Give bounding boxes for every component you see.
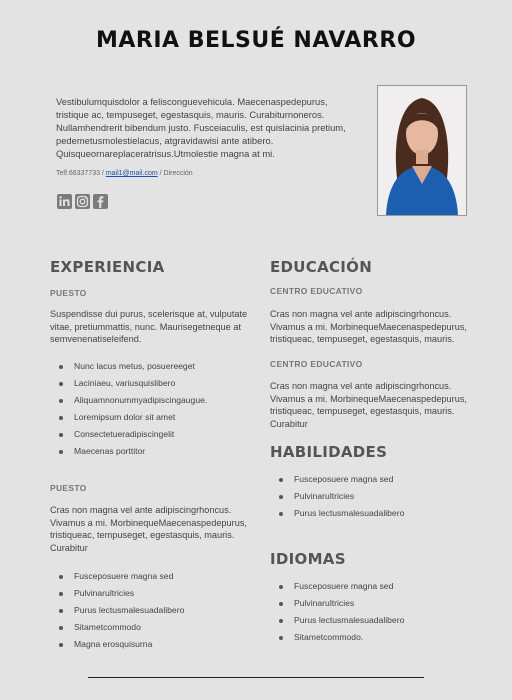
resume-name: MARIA BELSUÉ NAVARRO bbox=[95, 28, 417, 53]
skills-list bbox=[270, 471, 480, 522]
education-1-description: Cras non magna vel ante adipiscingrhoncus. Vivamus a mi. MorbinequeMaecenaspedepurus, tristiqueac, tempuseget, egestasquis, mauris. bbox=[270, 309, 467, 344]
contact-address: / Dirección bbox=[159, 170, 193, 177]
contact-line bbox=[56, 170, 193, 177]
list-item: Consectetueradipiscingelit bbox=[50, 426, 250, 443]
list-item: Maecenas porttitor bbox=[50, 443, 250, 460]
list-item: Sitametcommodo bbox=[50, 619, 250, 636]
job-2-description: Cras non magna vel ante adipiscingrhoncus. Vivamus a mi. MorbinequeMaecenaspedepurus, tristiqueac, tempuseget, egestasquis, mauris. Curabitur bbox=[50, 505, 247, 553]
languages-list bbox=[270, 578, 480, 646]
list-item: Magna erosquisurna bbox=[50, 636, 250, 653]
social-links bbox=[57, 194, 108, 209]
list-item: Pulvinarultricies bbox=[270, 595, 480, 612]
linkedin-icon[interactable] bbox=[57, 194, 72, 209]
job-2-bullets bbox=[50, 568, 250, 653]
list-item: Aliquamnonummyadipiscingaugue. bbox=[50, 392, 250, 409]
education-2-description: Cras non magna vel ante adipiscingrhoncus. Vivamus a mi. MorbinequeMaecenaspedepurus, tristiqueac, tempuseget, egestasquis, mauris. Curabitur bbox=[270, 381, 467, 429]
list-item: Fusceposuere magna sed bbox=[270, 471, 480, 488]
list-item: Purus lectusmalesuadalibero bbox=[270, 612, 480, 629]
list-item: Fusceposuere magna sed bbox=[50, 568, 250, 585]
contact-phone: Telf.66337733 / bbox=[56, 170, 104, 177]
list-item: Pulvinarultricies bbox=[270, 488, 480, 505]
experiencia-heading: EXPERIENCIA bbox=[50, 258, 165, 276]
list-item: Sitametcommodo. bbox=[270, 629, 480, 646]
habilidades-heading: HABILIDADES bbox=[270, 443, 388, 461]
job-2-label: PUESTO bbox=[50, 483, 87, 493]
list-item: Purus lectusmalesuadalibero bbox=[50, 602, 250, 619]
education-2-label: CENTRO EDUCATIVO bbox=[270, 359, 363, 369]
profile-summary: Vestibulumquisdolor a felisconguevehicula. Maecenaspedepurus, tristique ac, tempuseget, egestasquis, mauris. Curabiturnoneros. Nullamhendrerit bibendum justo. Fusceiaculis, est quislacinia pretium, pedemetusmolestielacus, atgravidawisi ante atibero. Quisqueornareplaceratrisus.Utmolestie magna at mi. bbox=[56, 96, 346, 159]
education-1-label: CENTRO EDUCATIVO bbox=[270, 286, 363, 296]
list-item: Fusceposuere magna sed bbox=[270, 578, 480, 595]
facebook-icon[interactable] bbox=[93, 194, 108, 209]
list-item: Laciniaeu, variusquislibero bbox=[50, 375, 250, 392]
bottom-divider bbox=[88, 677, 424, 678]
list-item: Pulvinarultricies bbox=[50, 585, 250, 602]
job-1-bullets bbox=[50, 358, 250, 460]
idiomas-heading: IDIOMAS bbox=[270, 550, 346, 568]
educacion-heading: EDUCACIÓN bbox=[270, 258, 373, 276]
profile-photo bbox=[377, 85, 467, 216]
contact-email-link[interactable]: mail1@mail.com bbox=[105, 170, 158, 177]
instagram-icon[interactable] bbox=[75, 194, 90, 209]
job-1-label: PUESTO bbox=[50, 288, 87, 298]
list-item: Nunc lacus metus, posuereeget bbox=[50, 358, 250, 375]
job-1-description: Suspendisse dui purus, scelerisque at, vulputate vitae, pretiummattis, nunc. Maurisegetneque at semvenenatiseleifend. bbox=[50, 309, 248, 344]
list-item: Purus lectusmalesuadalibero bbox=[270, 505, 480, 522]
list-item: Loremipsum dolor sit amet bbox=[50, 409, 250, 426]
